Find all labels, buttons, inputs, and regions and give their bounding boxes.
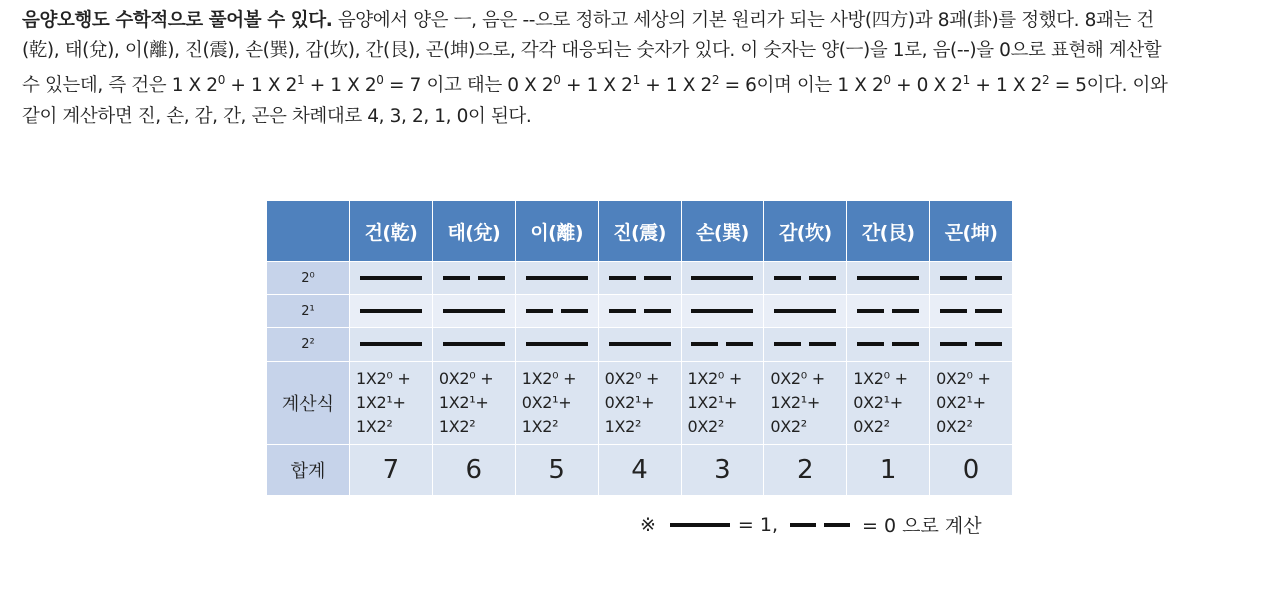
header-tae: 태(兌): [432, 201, 515, 262]
broken-bar: [609, 276, 636, 280]
solid-bar: [774, 309, 836, 313]
yang-line-icon: [433, 328, 515, 360]
yin-line-icon: [599, 262, 681, 294]
yang-line-icon: [599, 328, 681, 360]
yin-line-cell: [930, 262, 1013, 295]
broken-bar: [561, 309, 588, 313]
article-text: [22, 6, 1267, 132]
yin-line-symbol-right: [824, 523, 850, 527]
header-row: [267, 201, 1013, 262]
broken-bar: [644, 276, 671, 280]
broken-bar: [892, 342, 919, 346]
yang-line-icon: [350, 295, 432, 327]
yin-line-cell: [764, 328, 847, 361]
total-cell: 3: [681, 444, 764, 495]
header-geon: 건(乾): [350, 201, 433, 262]
broken-bar: [857, 342, 884, 346]
bit-label: 2²: [267, 328, 350, 361]
solid-bar: [443, 309, 505, 313]
header-jin: 진(震): [598, 201, 681, 262]
yang-line-symbol: [670, 523, 730, 527]
paragraph: [22, 6, 1267, 132]
total-cell: 4: [598, 444, 681, 495]
solid-bar: [526, 342, 588, 346]
solid-bar: [360, 309, 422, 313]
broken-bar: [857, 309, 884, 313]
line3-part: + 1 X 2: [969, 75, 1042, 96]
yin-line-cell: [930, 295, 1013, 328]
broken-bar: [940, 309, 967, 313]
yang-line-cell: [432, 328, 515, 361]
yang-line-cell: [350, 295, 433, 328]
solid-bar: [691, 276, 753, 280]
yang-line-cell: [681, 262, 764, 295]
total-cell: 2: [764, 444, 847, 495]
broken-bar: [774, 276, 801, 280]
line3-part: + 1 X 2: [560, 75, 633, 96]
yang-line-icon: [516, 262, 598, 294]
line3-part: + 1 X 2: [304, 75, 377, 96]
yang-line-cell: [350, 262, 433, 295]
yang-line-cell: [515, 262, 598, 295]
yang-line-icon: [682, 262, 764, 294]
bit-row-2-2: [267, 328, 1013, 361]
yin-line-icon: [930, 262, 1012, 294]
exponent: 1: [632, 73, 640, 87]
broken-bar: [644, 309, 671, 313]
bit-label: 2⁰: [267, 262, 350, 295]
corner-cell: [267, 201, 350, 262]
yang-line-icon: [433, 295, 515, 327]
line1-text: 음양에서 양은 ㅡ, 음은 --으로 정하고 세상의 기본 원리가 되는 사방(四方)과 8괘(卦)를 정했다. 8괘는 건: [332, 10, 1154, 31]
broken-bar: [526, 309, 553, 313]
formula-cell: 1X2⁰ + 1X2¹+ 1X2²: [350, 361, 433, 444]
yang-line-icon: [682, 295, 764, 327]
yang-legend-text: = 1,: [737, 513, 779, 536]
text-line-3: [22, 66, 1267, 102]
solid-bar: [360, 276, 422, 280]
solid-bar: [857, 276, 919, 280]
yang-line-cell: [847, 262, 930, 295]
yin-line-cell: [681, 328, 764, 361]
yin-line-cell: [930, 328, 1013, 361]
formula-cell: 0X2⁰ + 1X2¹+ 1X2²: [432, 361, 515, 444]
broken-bar: [774, 342, 801, 346]
exponent: 0: [553, 73, 561, 87]
line3-part: + 1 X 2: [224, 75, 297, 96]
text-line-1: [22, 6, 1267, 36]
trigram-table: [266, 200, 1013, 496]
yang-line-icon: [350, 262, 432, 294]
exponent: 1: [962, 73, 970, 87]
yin-line-cell: [598, 262, 681, 295]
exponent: 0: [883, 73, 891, 87]
yang-line-cell: [432, 295, 515, 328]
broken-bar: [478, 276, 505, 280]
yin-line-icon: [516, 295, 598, 327]
formula-cell: 0X2⁰ + 0X2¹+ 1X2²: [598, 361, 681, 444]
formula-cell: 0X2⁰ + 1X2¹+ 0X2²: [764, 361, 847, 444]
yin-line-icon: [930, 328, 1012, 360]
yang-line-cell: [681, 295, 764, 328]
yin-line-icon: [764, 328, 846, 360]
formula-row: [267, 361, 1013, 444]
formula-cell: 1X2⁰ + 0X2¹+ 0X2²: [847, 361, 930, 444]
yin-line-cell: [598, 295, 681, 328]
legend: [640, 511, 982, 538]
line3-part: = 5이다. 이와: [1049, 75, 1168, 96]
broken-bar: [892, 309, 919, 313]
line3-part: + 1 X 2: [639, 75, 712, 96]
formula-cell: 1X2⁰ + 1X2¹+ 0X2²: [681, 361, 764, 444]
yin-line-icon: [599, 295, 681, 327]
broken-bar: [975, 309, 1002, 313]
yin-line-cell: [515, 295, 598, 328]
broken-bar: [975, 276, 1002, 280]
yin-line-icon: [764, 262, 846, 294]
solid-bar: [360, 342, 422, 346]
total-cell: 6: [432, 444, 515, 495]
header-i: 이(離): [515, 201, 598, 262]
yang-line-cell: [350, 328, 433, 361]
yin-line-cell: [764, 262, 847, 295]
yang-line-cell: [598, 328, 681, 361]
lead-sentence: 음양오행도 수학적으로 풀어볼 수 있다.: [22, 10, 333, 31]
bit-row-2-0: [267, 262, 1013, 295]
broken-bar: [940, 342, 967, 346]
broken-bar: [609, 309, 636, 313]
bit-label: 2¹: [267, 295, 350, 328]
yin-line-icon: [847, 328, 929, 360]
broken-bar: [691, 342, 718, 346]
line3-part: = 6이며 이는 1 X 2: [719, 75, 884, 96]
header-gon: 곤(坤): [930, 201, 1013, 262]
line3-part: + 0 X 2: [890, 75, 963, 96]
solid-bar: [691, 309, 753, 313]
bit-row-2-1: [267, 295, 1013, 328]
exponent: 0: [217, 73, 225, 87]
header-gam: 감(坎): [764, 201, 847, 262]
yin-line-icon: [847, 295, 929, 327]
solid-bar: [443, 342, 505, 346]
broken-bar: [726, 342, 753, 346]
formula-cell: 1X2⁰ + 0X2¹+ 1X2²: [515, 361, 598, 444]
yin-line-cell: [432, 262, 515, 295]
header-son: 손(巽): [681, 201, 764, 262]
yang-line-cell: [515, 328, 598, 361]
text-line-4: 같이 계산하면 진, 손, 감, 간, 곤은 차례대로 4, 3, 2, 1, 0이 된다.: [22, 106, 532, 127]
yin-line-icon: [930, 295, 1012, 327]
yin-line-cell: [847, 328, 930, 361]
exponent: 1: [296, 73, 305, 87]
text-line-2: (乾), 태(兌), 이(離), 진(震), 손(巽), 감(坎), 간(艮), 곤(坤)으로, 각각 대응되는 숫자가 있다. 이 숫자는 양(ㅡ)을 1로, 음(--)을 0으로 표현해 계산할: [22, 40, 1162, 61]
total-cell: 5: [515, 444, 598, 495]
yin-line-cell: [847, 295, 930, 328]
solid-bar: [526, 276, 588, 280]
broken-bar: [809, 276, 836, 280]
total-cell: 7: [350, 444, 433, 495]
total-cell: 0: [930, 444, 1013, 495]
yin-line-icon: [433, 262, 515, 294]
yang-line-icon: [847, 262, 929, 294]
line3-part: 수 있는데, 즉 건은 1 X 2: [22, 75, 218, 96]
yin-legend-text: = 0 으로 계산: [862, 515, 982, 537]
yin-line-icon: [682, 328, 764, 360]
broken-bar: [940, 276, 967, 280]
yang-line-icon: [516, 328, 598, 360]
line3-part: = 7 이고 태는 0 X 2: [383, 75, 554, 96]
total-row: [267, 444, 1013, 495]
broken-bar: [443, 276, 470, 280]
reference-mark: ※: [640, 513, 656, 536]
exponent: 2: [1041, 73, 1050, 87]
yang-line-cell: [764, 295, 847, 328]
exponent: 0: [376, 73, 384, 87]
total-label: 합계: [267, 444, 350, 495]
yin-line-symbol-left: [790, 523, 816, 527]
header-gan: 간(艮): [847, 201, 930, 262]
formula-cell: 0X2⁰ + 0X2¹+ 0X2²: [930, 361, 1013, 444]
yang-line-icon: [350, 328, 432, 360]
broken-bar: [975, 342, 1002, 346]
broken-bar: [809, 342, 836, 346]
yang-line-icon: [764, 295, 846, 327]
total-cell: 1: [847, 444, 930, 495]
formula-label: 계산식: [267, 361, 350, 444]
solid-bar: [609, 342, 671, 346]
exponent: 2: [711, 73, 720, 87]
